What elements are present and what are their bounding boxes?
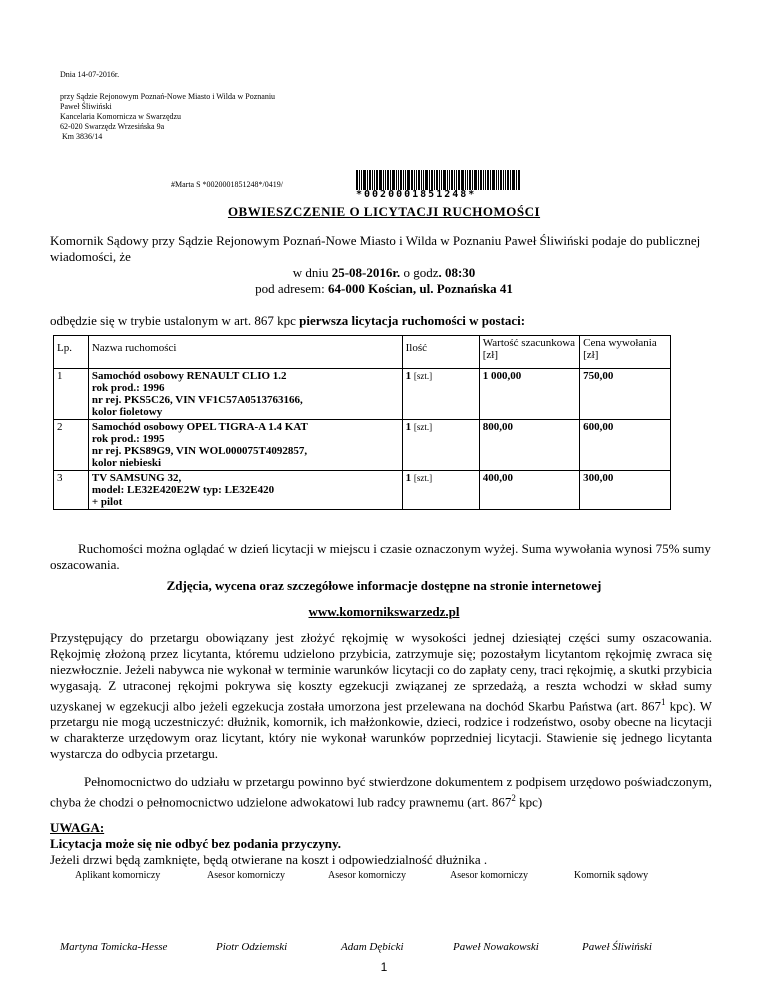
table-row: [54, 420, 671, 471]
barcode-bar: [396, 170, 397, 190]
barcode-bar: [361, 170, 362, 190]
barcode-bar: [403, 170, 404, 190]
row-name-line: kolor fioletowy: [91, 406, 163, 418]
rules-text-cont: kpc). W przetargu nie mogą uczestniczyć: dłużnik, komornik, ich małżonkowie, dzieci, rodzice i rodzeństwo, osoby obecne na licytacji w charakterze urzędowym oraz licytant, który nie wykonał warunków poprzedniej licytacji. Stawienie się jednego licytanta wystarcza do odbycia przetargu.: [50, 698, 712, 762]
barcode-bar: [398, 170, 399, 190]
office-header-line: 62-020 Swarzędz Wrzesińska 9a: [60, 122, 165, 131]
header-price: Cena wywołania [zł]: [580, 336, 671, 369]
row-name-line: nr rej. PKS89G9, VIN WOL000075T4092857,: [91, 445, 308, 457]
office-header: [60, 92, 275, 142]
document-date: Dnia 14-07-2016r.: [60, 70, 120, 79]
row-qty: [402, 420, 479, 471]
row-name-line: Samochód osobowy OPEL TIGRA-A 1.4 KAT: [91, 421, 308, 433]
row-name: [88, 420, 402, 471]
barcode-bar: [369, 170, 371, 190]
signatory-role: Aplikant komorniczy: [75, 870, 161, 881]
signatory-name: Adam Dębicki: [341, 941, 404, 953]
barcode: [356, 168, 548, 200]
intro-paragraph: Komornik Sądowy przy Sądzie Rejonowym Poznań-Nowe Miasto i Wilda w Poznaniu Paweł Śliwiński podaje do publicznej wiadomości, że: [50, 233, 701, 264]
barcode-bar: [385, 170, 386, 190]
auction-date-value: 25-08-2016r.: [331, 265, 401, 280]
signatory-name: Paweł Śliwiński: [582, 941, 652, 953]
barcode-bar: [423, 170, 424, 190]
row-name: [88, 369, 402, 420]
barcode-bar: [449, 170, 450, 190]
barcode-bar: [467, 170, 468, 190]
barcode-bar: [503, 170, 504, 190]
barcode-bar: [434, 170, 435, 190]
rules-paragraph: [50, 630, 712, 762]
auction-date: [0, 265, 768, 281]
signatory-role: Asesor komorniczy: [328, 870, 407, 881]
signatory-name: Piotr Odziemski: [216, 941, 288, 953]
barcode-bar: [472, 170, 473, 190]
barcode-bar: [505, 170, 506, 190]
proxy-sup: 2: [511, 793, 516, 803]
barcode-bar: [458, 170, 460, 190]
reference-code: #Marta S *0020001851248*/0419/: [171, 180, 283, 189]
row-name: [88, 471, 402, 510]
row-value: 800,00: [479, 420, 579, 471]
row-name-line: TV SAMSUNG 32,: [91, 472, 182, 484]
barcode-bar: [461, 170, 464, 190]
row-qty-unit: [szt.]: [413, 371, 433, 381]
proxy-paragraph: [50, 774, 712, 810]
barcode-bar: [456, 170, 457, 190]
page-title: OBWIESZCZENIE O LICYTACJI RUCHOMOŚCI: [227, 204, 541, 219]
barcode-bar: [356, 170, 358, 190]
barcode-bar: [498, 170, 499, 190]
header-lp: Lp.: [54, 336, 89, 369]
barcode-bar: [474, 170, 477, 190]
rules-sup: 1: [661, 697, 666, 707]
barcode-bar: [485, 170, 486, 190]
barcode-bar: [478, 170, 479, 190]
mode-value: pierwsza licytacja ruchomości w postaci:: [299, 313, 526, 328]
case-number: Km 3836/14: [60, 132, 103, 141]
barcode-bar: [400, 170, 402, 190]
row-name-line: rok prod.: 1995: [91, 433, 165, 445]
barcode-bar: [429, 170, 430, 190]
items-table: [53, 335, 671, 510]
barcode-bar: [392, 170, 395, 190]
table-row: [54, 369, 671, 420]
signatory-name: Paweł Nowakowski: [453, 941, 539, 953]
barcode-bar: [510, 170, 511, 190]
barcode-bar: [405, 170, 406, 190]
warning-text: Jeżeli drzwi będą zamknięte, będą otwierane na koszt i odpowiedzialność dłużnika .: [50, 852, 488, 867]
barcode-bar: [443, 170, 446, 190]
auction-mode: [50, 313, 525, 329]
barcode-bar: [512, 170, 515, 190]
table-row: [54, 471, 671, 510]
table-header-row: [54, 336, 671, 369]
barcode-bar: [487, 170, 489, 190]
viewing-paragraph: Ruchomości można oglądać w dzień licytacji w miejscu i czasie oznaczonym wyżej. Suma wywołania wynosi 75% sumy oszacowania.: [50, 541, 711, 572]
row-name-line: + pilot: [91, 496, 123, 508]
warning-bold: Licytacja może się nie odbyć bez podania przyczyny.: [50, 836, 342, 851]
barcode-bar: [518, 170, 520, 190]
row-qty-value: 1: [405, 472, 412, 484]
barcode-bar: [414, 170, 415, 190]
barcode-bar: [469, 170, 471, 190]
barcode-bar: [496, 170, 497, 190]
office-header-line: Paweł Śliwiński: [60, 102, 112, 111]
barcode-bar: [507, 170, 509, 190]
row-value: 1 000,00: [479, 369, 579, 420]
row-lp: 2: [54, 420, 89, 471]
row-value: 400,00: [479, 471, 579, 510]
time-prefix: o godz: [400, 265, 439, 280]
row-name-line: kolor niebieski: [91, 457, 162, 469]
barcode-bar: [454, 170, 455, 190]
barcode-text: *0020001851248*: [356, 189, 477, 200]
barcode-bar: [465, 170, 466, 190]
row-lp: 1: [54, 369, 89, 420]
barcode-bar: [441, 170, 442, 190]
row-qty-unit: [szt.]: [413, 473, 433, 483]
barcode-bar: [379, 170, 382, 190]
row-name-line: rok prod.: 1996: [91, 382, 165, 394]
barcode-bar: [407, 170, 410, 190]
row-qty: [402, 369, 479, 420]
barcode-bar: [490, 170, 491, 190]
rules-text: Przystępujący do przetargu obowiązany jest złożyć rękojmię w wysokości jednej dziesiątej części sumy oszacowania. Rękojmię złożoną przez licytanta, któremu udzielono przybicia, zatrzymuje się; pozostałym licytantom rękojmię zwraca się niezwłocznie. Jeżeli nabywca nie wykonał w terminie warunków licytacji co do zapłaty ceny, traci rękojmię, a skutki przybicia wygasają. Z utraconej rękojmi pokrywa się koszty egzekucji związanej ze sprzedażą, a reszta wchodzi w skład sumy uzyskanej w egzekucji albo jeżeli egzekucja została umorzona jest przelewana na dochód Skarbu Państwa (art. 867: [50, 630, 712, 714]
barcode-bar: [436, 170, 438, 190]
row-qty-value: 1: [405, 370, 412, 382]
signatory-role: Asesor komorniczy: [207, 870, 286, 881]
barcode-bar: [418, 170, 420, 190]
website-link[interactable]: www.komornikswarzedz.pl: [308, 604, 460, 619]
header-value: Wartość szacunkowa [zł]: [479, 336, 579, 369]
address-value: 64-000 Kościan, ul. Poznańska 41: [328, 281, 513, 296]
row-qty: [402, 471, 479, 510]
barcode-bar: [439, 170, 440, 190]
proxy-text-cont: kpc): [515, 794, 543, 810]
row-name-line: nr rej. PKS5C26, VIN VF1C57A0513763166,: [91, 394, 303, 406]
header-name: Nazwa ruchomości: [88, 336, 402, 369]
barcode-bar: [376, 170, 378, 190]
barcode-bar: [483, 170, 484, 190]
row-name-line: model: LE32E420E2W typ: LE32E420: [91, 484, 275, 496]
row-lp: 3: [54, 471, 89, 510]
barcode-bar: [421, 170, 422, 190]
barcode-bar: [416, 170, 417, 190]
barcode-bar: [500, 170, 502, 190]
row-price: 600,00: [580, 420, 671, 471]
barcode-bar: [411, 170, 413, 190]
barcode-bar: [383, 170, 384, 190]
barcode-bar: [451, 170, 453, 190]
auction-time-value: . 08:30: [438, 265, 476, 280]
row-qty-unit: [szt.]: [413, 422, 433, 432]
warning-title: UWAGA:: [50, 820, 105, 835]
barcode-bars: [356, 168, 548, 190]
barcode-bar: [374, 170, 375, 190]
barcode-bar: [516, 170, 517, 190]
barcode-bar: [363, 170, 366, 190]
barcode-bar: [431, 170, 433, 190]
row-price: 300,00: [580, 471, 671, 510]
page-number: 1: [380, 960, 388, 974]
signatory-role: Komornik sądowy: [574, 870, 649, 881]
barcode-bar: [480, 170, 482, 190]
row-name-line: Samochód osobowy RENAULT CLIO 1.2: [91, 370, 287, 382]
barcode-bar: [492, 170, 495, 190]
signatory-role: Asesor komorniczy: [450, 870, 529, 881]
info-line: Zdjęcia, wycena oraz szczegółowe informacje dostępne na stronie internetowej: [166, 578, 602, 593]
barcode-bar: [367, 170, 368, 190]
date-prefix: w dniu: [292, 265, 332, 280]
barcode-bar: [425, 170, 428, 190]
mode-prefix: odbędzie się w trybie ustalonym w art. 867 kpc: [50, 313, 300, 328]
barcode-bar: [372, 170, 373, 190]
header-qty: Ilość: [402, 336, 479, 369]
auction-address: [0, 281, 768, 297]
office-header-line: przy Sądzie Rejonowym Poznań-Nowe Miasto i Wilda w Poznaniu: [60, 92, 276, 101]
barcode-bar: [387, 170, 389, 190]
barcode-bar: [390, 170, 391, 190]
signatory-name: Martyna Tomicka-Hesse: [60, 941, 168, 953]
row-qty-value: 1: [405, 421, 412, 433]
row-price: 750,00: [580, 369, 671, 420]
barcode-bar: [447, 170, 448, 190]
proxy-text: Pełnomocnictwo do udziału w przetargu powinno być stwierdzone dokumentem z podpisem urzędowo poświadczonym, chyba że chodzi o pełnomocnictwo udzielone adwokatowi lub radcy prawnemu (art. 867: [50, 774, 712, 810]
barcode-bar: [359, 170, 360, 190]
office-header-line: Kancelaria Komornicza w Swarzędzu: [60, 112, 182, 121]
address-prefix: pod adresem:: [255, 281, 328, 296]
